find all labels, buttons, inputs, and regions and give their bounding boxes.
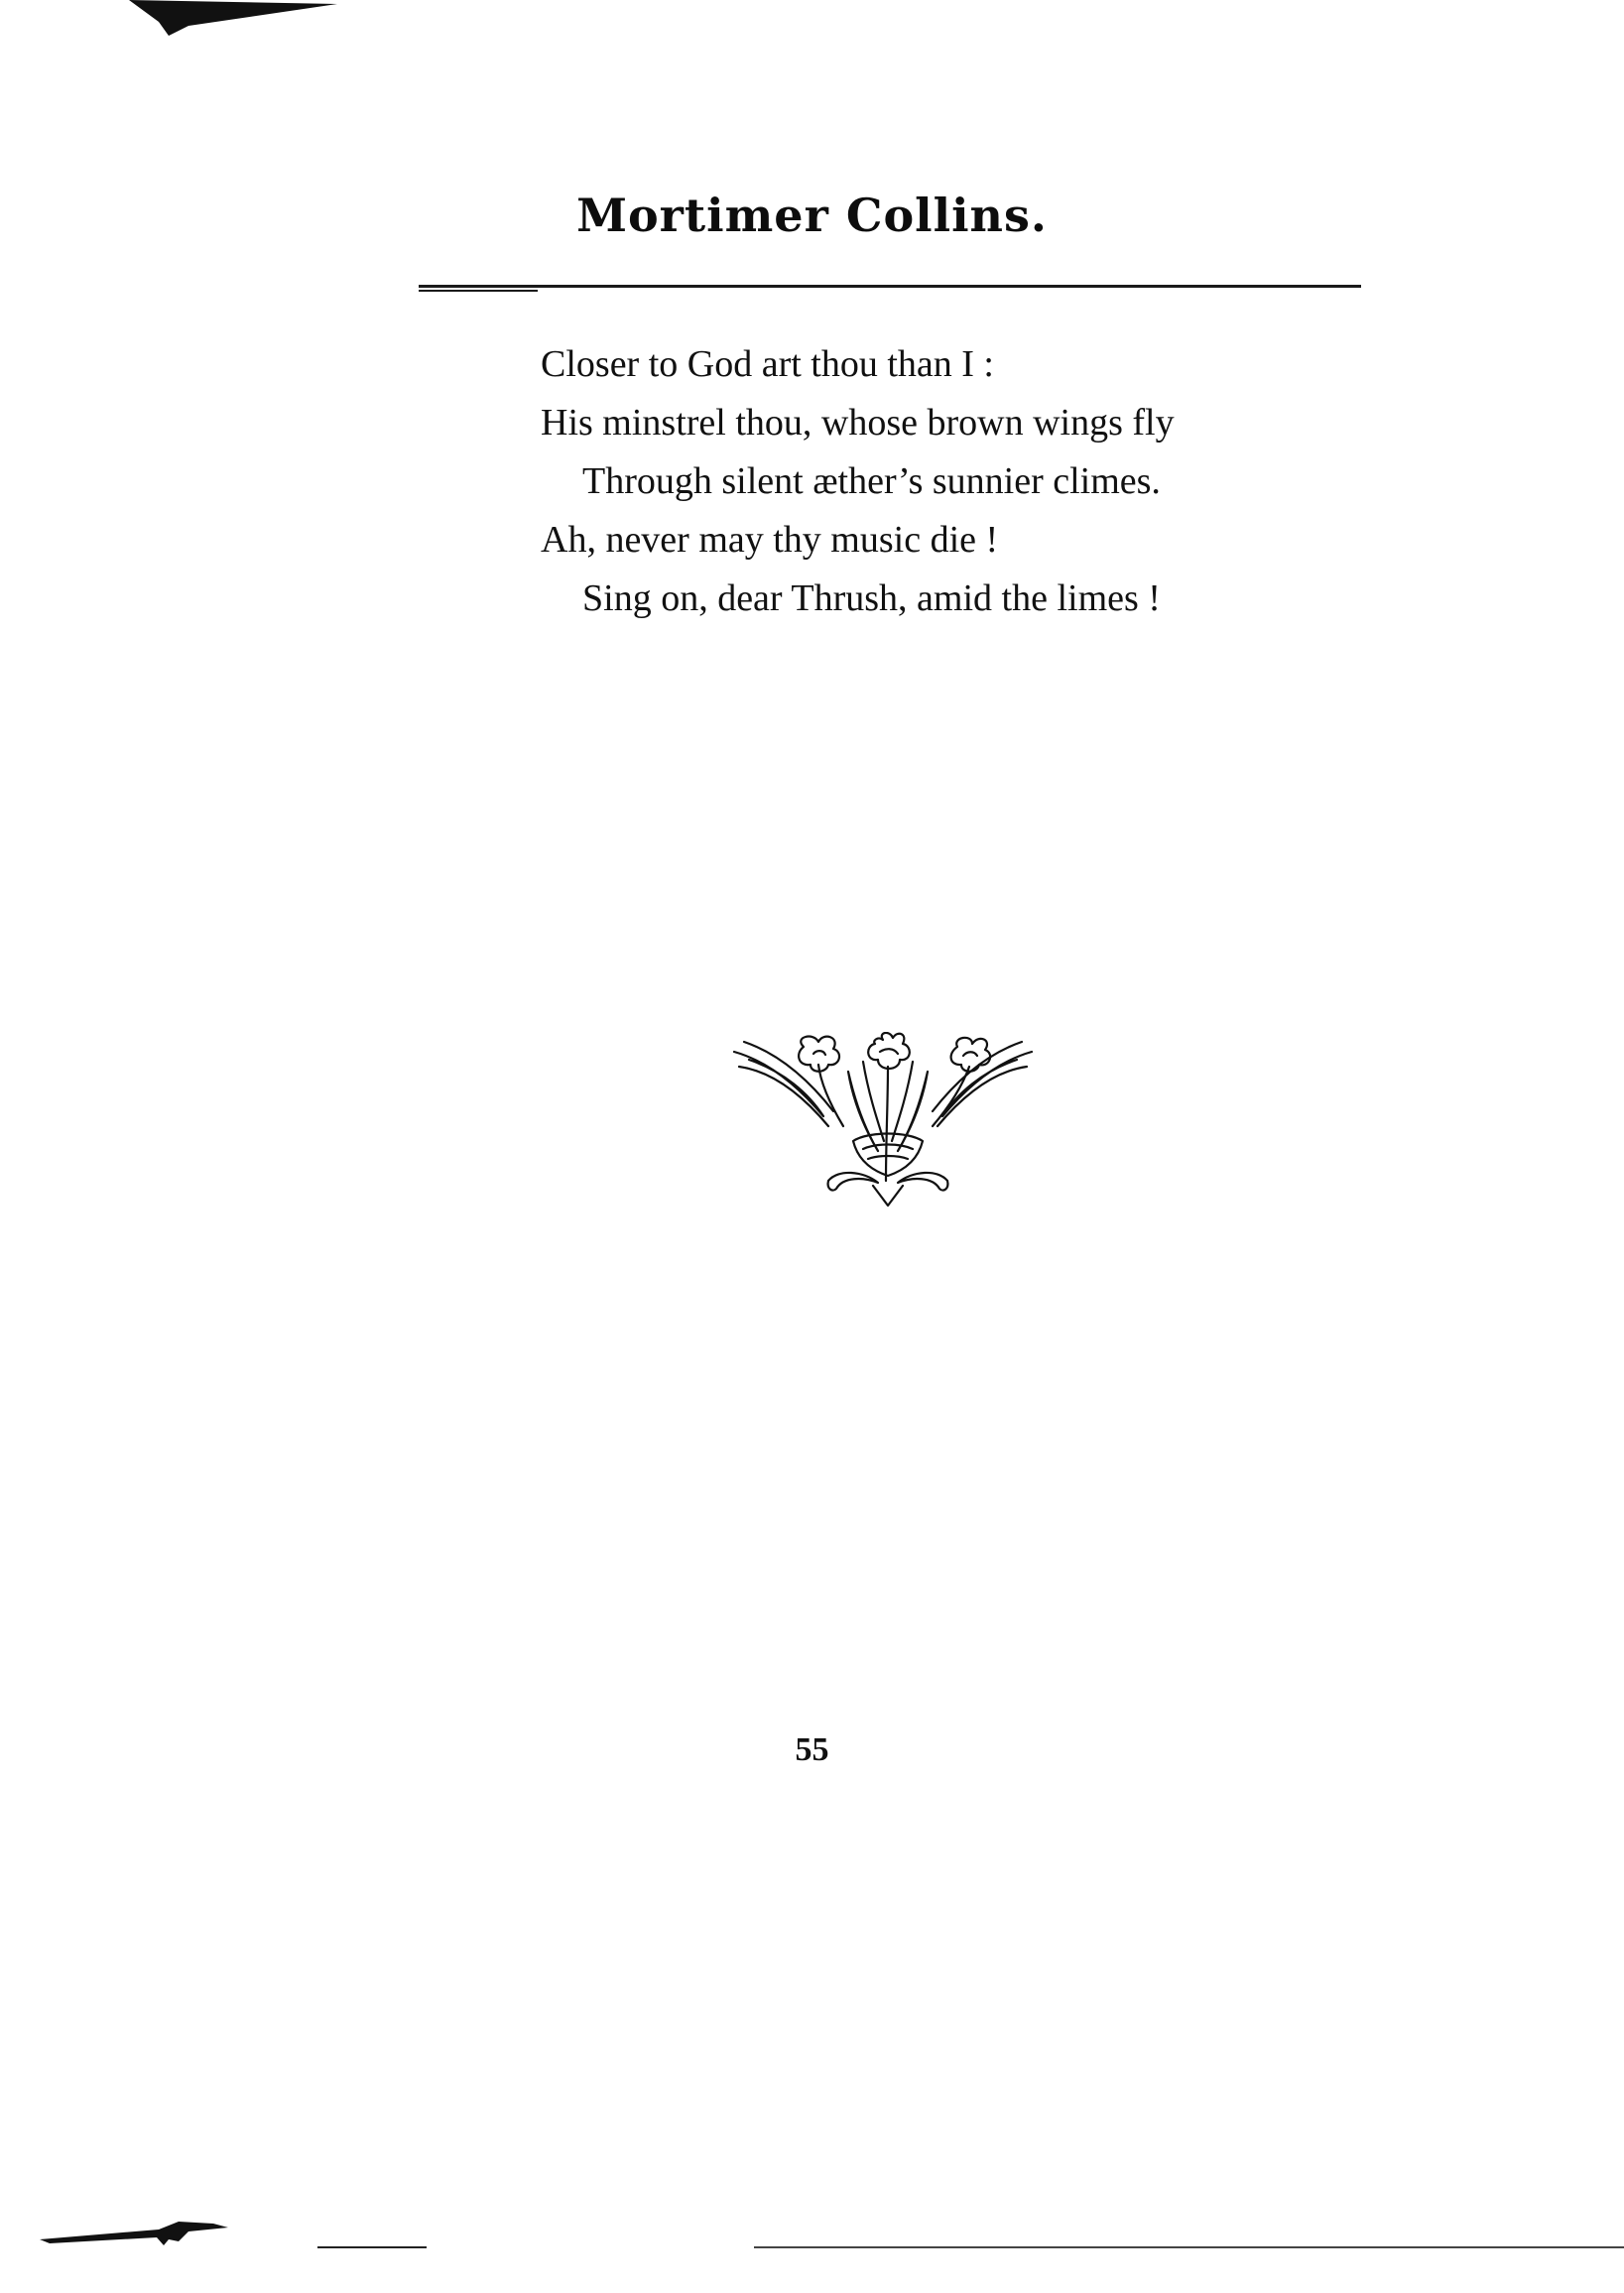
header-rule — [419, 285, 1361, 288]
floral-iris-tailpiece-icon — [729, 1032, 1037, 1210]
header-rule-tail — [419, 290, 538, 292]
scan-corner-mark-bottom-icon — [40, 2218, 238, 2247]
poem-stanza — [541, 335, 1334, 628]
scan-line-bottom-right — [754, 2246, 1624, 2248]
poem-line: Ah, never may thy music die ! — [541, 519, 999, 561]
page-number: 55 — [795, 1731, 829, 1768]
scan-line-bottom — [317, 2246, 427, 2248]
page-header-title: Mortimer Collins. — [576, 189, 1048, 242]
poem-line: Closer to God art thou than I : — [541, 343, 994, 385]
scan-corner-mark-top-icon — [129, 0, 337, 40]
poem-line: Through silent æther’s sunnier climes. — [582, 460, 1161, 502]
poem-line: Sing on, dear Thrush, amid the limes ! — [582, 577, 1161, 619]
poem-line: His minstrel thou, whose brown wings fly — [541, 402, 1175, 444]
